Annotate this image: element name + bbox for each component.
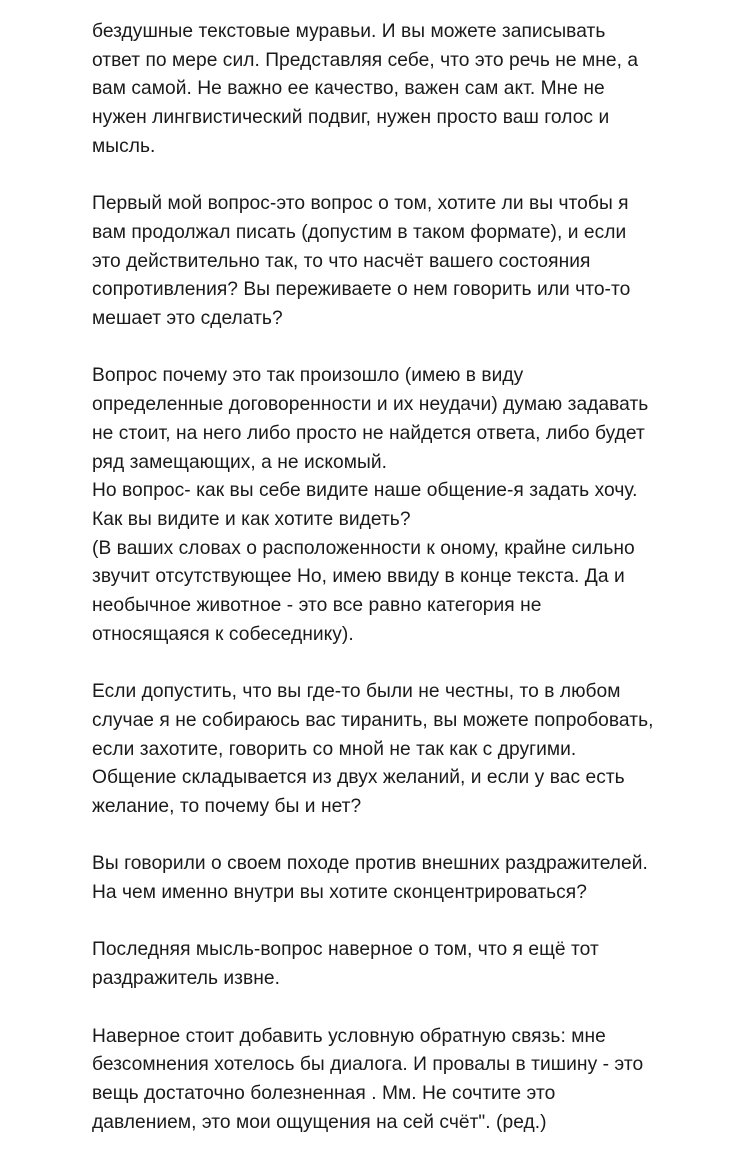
text-line: мешает это сделать? — [92, 308, 283, 330]
text-line: вам продолжал писать (допустим в таком формате), и если — [92, 221, 627, 243]
text-line: Первый мой вопрос-это вопрос о том, хотите ли вы чтобы я — [92, 193, 629, 215]
text-line: звучит отсутствующее Но, имею ввиду в конце текста. Да и — [92, 566, 625, 588]
text-line: давлением, это мои ощущения на сей счёт". (ред.) — [92, 1111, 547, 1133]
text-line: относящаяся к собеседнику). — [92, 623, 354, 645]
text-line: определенные договоренности и их неудачи) думаю задавать — [92, 394, 649, 416]
text-line: безсомнения хотелось бы диалога. И провалы в тишину - это — [92, 1054, 644, 1076]
text-line: Вы говорили о своем походе против внешних раздражителей. — [92, 853, 648, 875]
text-line: желание, то почему бы и нет? — [92, 795, 362, 817]
text-line: не стоит, на него либо просто не найдется ответа, либо будет — [92, 422, 645, 444]
text-line: если захотите, говорить со мной не так как с другими. — [92, 738, 577, 760]
text-line: мысль. — [92, 135, 156, 157]
text-line: вам самой. Не важно ее качество, важен сам акт. Мне не — [92, 78, 605, 100]
text-line: Последняя мысль-вопрос наверное о том, что я ещё тот — [92, 939, 599, 961]
paragraph-4 — [92, 678, 732, 822]
text-line: необычное животное - это все равно категория не — [92, 595, 542, 617]
text-line: вещь достаточно болезненная . Мм. Не сочтите это — [92, 1082, 556, 1104]
paragraph-5 — [92, 850, 732, 907]
text-line: раздражитель извне. — [92, 968, 280, 990]
text-line: сопротивления? Вы переживаете о нем говорить или что-то — [92, 279, 631, 301]
text-line: Как вы видите и как хотите видеть? — [92, 508, 411, 530]
text-line: Наверное стоит добавить условную обратную связь: мне — [92, 1025, 606, 1047]
text-line: (В ваших словах о расположенности к оному, крайне сильно — [92, 537, 635, 559]
paragraph-2 — [92, 190, 732, 334]
text-line: ряд замещающих, а не искомый. — [92, 451, 387, 473]
letter-text-body — [92, 18, 732, 1137]
text-line: Общение складывается из двух желаний, и если у вас есть — [92, 767, 625, 789]
text-line: это действительно так, то что насчёт вашего состояния — [92, 250, 591, 272]
text-line: Если допустить, что вы где-то были не честны, то в любом — [92, 681, 621, 703]
text-line: бездушные текстовые муравьи. И вы можете записывать — [92, 21, 606, 42]
text-line: ответ по мере сил. Представляя себе, что это речь не мне, а — [92, 49, 639, 71]
paragraph-6 — [92, 936, 732, 993]
text-line: На чем именно внутри вы хотите сконцентрироваться? — [92, 882, 587, 904]
text-line: Вопрос почему это так произошло (имею в виду — [92, 365, 524, 387]
paragraph-3 — [92, 362, 732, 649]
paragraph-1 — [92, 18, 732, 162]
text-line: нужен лингвистический подвиг, нужен просто ваш голос и — [92, 107, 610, 129]
paragraph-7 — [92, 1023, 732, 1138]
text-line: случае я не собираюсь вас тиранить, вы можете попробовать, — [92, 709, 654, 731]
text-line: Но вопрос- как вы себе видите наше общение-я задать хочу. — [92, 480, 638, 502]
